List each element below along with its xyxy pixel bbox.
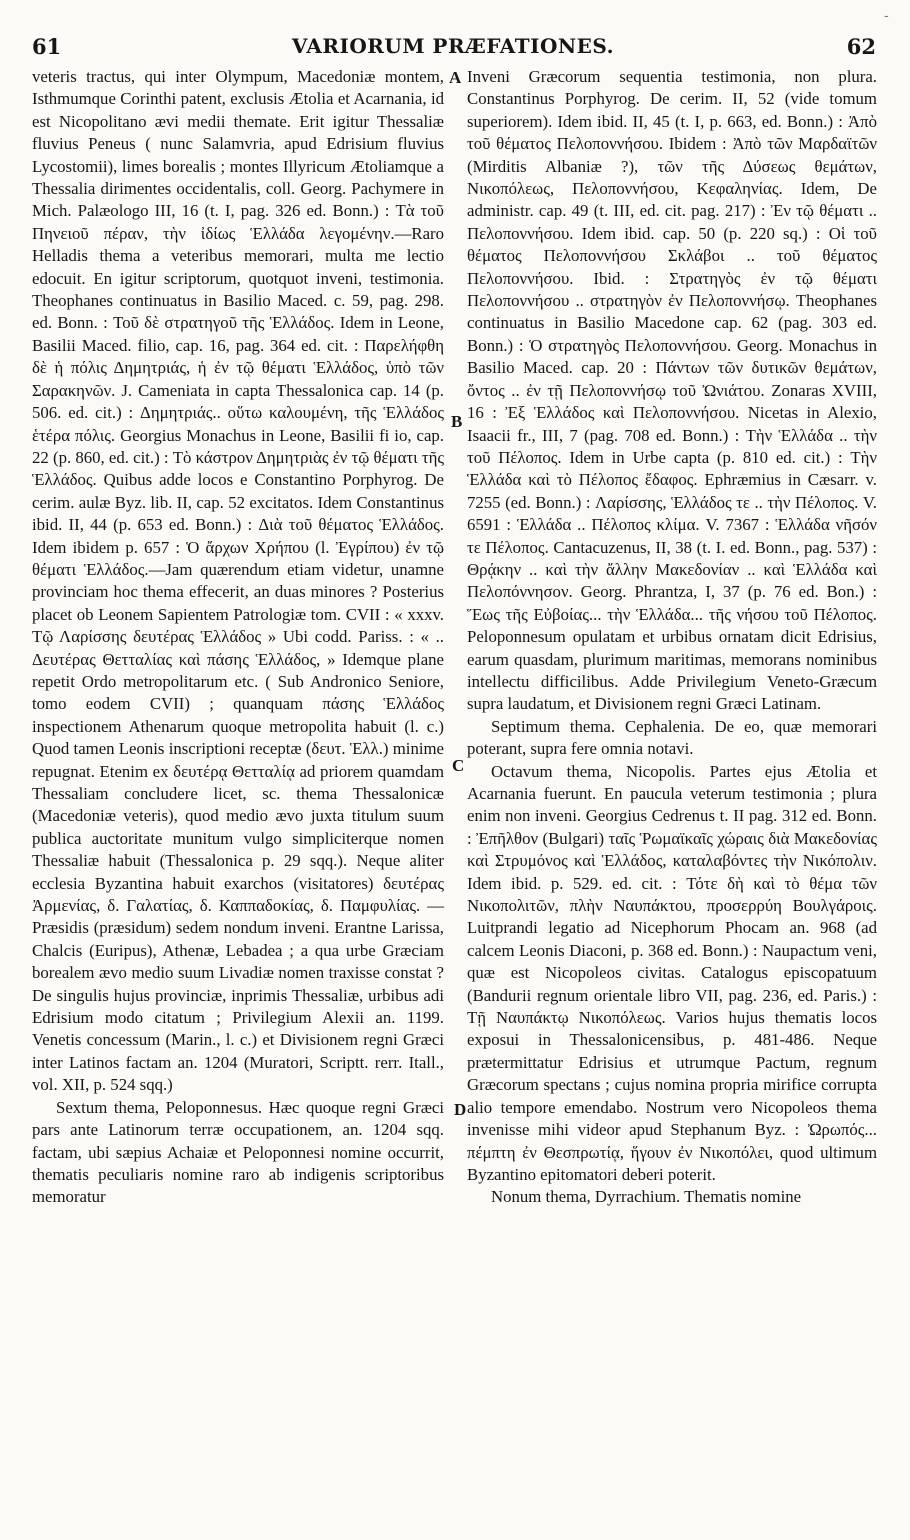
left-paragraph-1: veteris tractus, qui inter Olympum, Macedoniæ montem, Isthmumque Corinthi patent, exclusis Ætolia et Acarnania, id est Nicopolitano ævi medii themate. Erit igitur Thessaliæ fluvius Peneus ( nunc Salamvria, apud Edrisium fluvius Lycostomii), limes borealis ; montes Illyricum Ætoliamque a Thessalia dirimentes occidentalis, coll. Georg. Pachymere in Mich. Palæologo III, 16 (t. I, pag. 326 ed. Bonn.) : Τὰ τοῦ Πηνειοῦ πέραν, τὴν ἰδίως Ἑλλάδα λεγομένην.—Raro Helladis thema a veteribus memorari, multa me lectio edocuit. En igitur scriptorum, quotquot inveni, testimonia. Theophanes continuatus in Basilio Maced. c. 59, pag. 298. ed. Bonn. : Τοῦ δὲ στρατηγοῦ τῆς Ἑλλάδος. Idem in Leone, Basilii Maced. filio, cap. 16, pag. 364 ed. cit. : Παρελήφθη δὲ ἡ πόλις Δημητριάς, ἡ ἐν τῷ θέματι Ἑλλάδος, ὑπὸ τῶν Σαρακηνῶν. J. Cameniata in capta Thessalonica cap. 14 (p. 506. ed. cit.) : Δημητριάς.. οὕτω καλουμένη, τῆς Ἑλλάδος ἑτέρα πόλις. Georgius Monachus in Leone, Basilii fi io, cap. 22 (p. 860, ed. cit.) : Τὸ κάστρον Δημητριὰς ἐν τῷ θέματι τῆς Ἑλλάδος. Quibus adde locos e Constantino Porphyrog. De cerim. aulæ Byz. lib. II, cap. 52 excitatos. Idem Constantinus ibid. II, 44 (p. 653 ed. Bonn.) : Διὰ τοῦ θέματος Ἑλλάδος. Idem ibidem p. 657 : Ὁ ἄρχων Χρήπου (l. Ἐγρίπου) ἐν τῷ θέματι Ἑλλάδος.—Jam quærendum etiam videtur, unamne provinciam hoc thema effecerit, an duas minores ? Posterius placet ob Leonem Sapientem Patrologiæ tom. CVII : « xxxv. Τῷ Λαρίσσης δευτέρας Ἑλλάδος » Ubi codd. Pariss. : « .. Δευτέρας Θετταλίας καὶ πάσης Ἑλλάδος, » Idemque plane repetit Ordo metropolitarum etc. ( Sub Andronico Seniore, tomo eodem CVII) ; quanquam πάσης Ἑλλάδος inspectionem Athenarum quoque metropolita habuit (l. c.) Quod tamen Leonis inscriptioni receptæ (δευτ. Ἑλλ.) minime repugnat. Etenim ex δευτέρᾳ Θετταλίᾳ ad priorem quamdam Thessaliam concludere licet, sc. thema Thessalonicæ (Macedoniæ veteris), quod medio ævo juxta titulum suum publica auctoritate munitum vulgo simpliciterque nomen Thessaliæ habuit (Thessalonica p. 29 sqq.). Neque aliter ecclesia Byzantina habuit exarchos (visitatores) δευτέρας Ἀρμενίας, δ. Γαλατίας, δ. Καππαδοκίας, δ. Παμφυλίας. — Præsidis (præsidum) sedem nondum inveni. Erantne Larissa, Chalcis (Euripus), Athenæ, Lebadea ; a qua urbe Græciam borealem ævo medio suum Livadiæ nomen traxisse constat ? De singulis hujus provinciæ, inprimis Thessaliæ, urbibus adi Edrisium modo citatum ; Privilegium Alexii an. 1199. Venetis concessum (Marin., l. c.) et Divisionem regni Græci inter Latinos factam an. 1204 (Muratori, Scriptt. rerr. Itall., vol. XII, p. 524 sqq.) (32, 67, 445, 1095)
right-column (467, 66, 877, 1209)
section-marker-c: C (452, 756, 465, 775)
corner-mark: - (884, 8, 889, 24)
right-paragraph-3: Octavum thema, Nicopolis. Partes ejus Ætolia et Acarnania fuerunt. En paucula veterum testimonia ; plura enim non inveni. Georgius Cedrenus t. II pag. 312 ed. Bonn. : Ἐπῆλθον (Bulgari) ταῖς Ῥωμαϊκαῖς χώραις διὰ Μακεδονίας καὶ Στρυμόνος καὶ Ἑλλάδος, καταλαβόντες τὴν Νικόπολιν. Idem ibid. p. 529. ed. cit. : Τότε δὴ καὶ τὸ θέμα τῶν Νικοπολιτῶν, πλὴν Ναυπάκτου, προσερρύη Βουλγάροις. Luitprandi legatio ad Nicephorum Phocam an. 968 (ad calcem Leonis Diaconi, p. 368 ed. Bonn.) : Naupactum veni, quæ est Nicopoleos civitas. Catalogus episcopatuum (Bandurii regnum orientale libro VII, pag. 236, ed. Paris.) : Τῇ Ναυπάκτῳ Νικοπόλεως. Varios hujus thematis locos exposui in Thessalonicensibus, p. 481-486. Neque prætermittatur Edrisius et utrumque Pactum, regnum Græcorum spectans ; cujus nomina propria mirifice corrupta alio tempore emendabo. Nostrum vero Nicopoleos thema invenisse mihi videor apud Stephanum Byz. : Ὠρωπός... πέμπτη ἐν Θεσπρωτίᾳ, ἥγουν ἐν Νικοπόλει, quod ultimum Byzantino epitomatori deberi poterit. (467, 761, 877, 1184)
left-column (32, 66, 444, 1209)
section-marker-a: A (449, 68, 462, 87)
left-paragraph-2: Sextum thema, Peloponnesus. Hæc quoque regni Græci pars ante Latinorum terræ occupationem, an. 1204 sqq. factam, ubi sæpius Achaiæ et Peloponnesi nomine occurrit, thematis peculiaris nomine raro ab indigenis scriptoribus memoratur (32, 1097, 444, 1207)
section-marker-b: B (451, 412, 463, 431)
running-header (30, 34, 876, 60)
right-paragraph-2: Septimum thema. Cephalenia. De eo, quæ memorari poterant, supra fere omnia notavi. (467, 716, 877, 759)
right-paragraph-1: Inveni Græcorum sequentia testimonia, non plura. Constantinus Porphyrog. De cerim. II, 52 (vide tomum superiorem). Idem ibid. II, 45 (t. I, p. 663, ed. Bonn.) : Ἀπὸ τοῦ θέματος Πελοποννήσου. Ibidem : Ἀπὸ τῶν Μαρδαϊτῶν (Mirditis Albaniæ ?), τῶν τῆς Δύσεως θεμάτων, Νικοπόλεως, Πελοποννήσου, Κεφαληνίας. Idem, De administr. cap. 49 (t. III, ed. cit. pag. 217) : Ἐν τῷ θέματι .. Πελοποννήσου. Idem ibid. cap. 50 (p. 220 sq.) : Οἱ τοῦ θέματος Πελοποννήσου Σκλάβοι .. τοῦ θέματος Πελοποννήσου. Ibid. : Στρατηγὸς ἐν τῷ θέματι Πελοποννήσου .. στρατηγὸν ἐν Πελοποννήσῳ. Theophanes continuatus in Basilio Macedone cap. 62 (pag. 303 ed. Bonn.) : Ὁ στρατηγὸς Πελοποννήσου. Georg. Monachus in Basilio Maced. cap. 20 : Πάντων τῶν δυτικῶν θεμάτων, ὄντος .. ἐν τῇ Πελοποννήσῳ τοῦ Ὠνιάτου. Zonaras XVIII, 16 : Ἐξ Ἑλλάδος καὶ Πελοποννήσου. Nicetas in Alexio, Isaacii fr., III, 7 (pag. 708 ed. Bonn.) : Τὴν Ἑλλάδα .. τὴν τοῦ Πέλοπος. Idem in Urbe capta (p. 810 ed. cit.) : Τὴν Ἑλλάδα καὶ τὸ Πέλοπος ἔδαφος. Ephræmius in Cæsarr. v. 7255 (ed. Bonn.) : Λαρίσσης, Ἑλλάδος τε .. τὴν Πέλοπος. V. 6591 : Ἑλλάδα .. Πέλοπος κλίμα. V. 7367 : Ἑλλάδα νῆσόν τε Πέλοπος. Cantacuzenus, II, 38 (t. I. ed. Bonn., pag. 537) : Θρᾴκην .. καὶ τὴν ἄλλην Μακεδονίαν .. καὶ Ἑλλάδα καὶ Πελοπόννησον. Georg. Phrantza, I, 37 (p. 76 ed. Bon.) : Ἕως τῆς Εὐβοίας... τὴν Ἑλλάδα... τῆς νήσου τοῦ Πέλοπος. Peloponnesum opulatam et urbibus ornatam dicit Edrisius, earum quasdam, plurimum maritimas, memorans nominibus intellectu difficilibus. Adde Privilegium Veneto-Græcum supra laudatum, et Divisionem regni Græci Latinam. (467, 67, 877, 714)
page-number-right: 62 (846, 34, 876, 59)
running-title: VARIORUM PRÆFATIONES. (291, 34, 615, 58)
section-marker-d: D (454, 1100, 467, 1119)
page-number-left: 61 (32, 34, 62, 59)
right-paragraph-4: Nonum thema, Dyrrachium. Thematis nomine (491, 1187, 802, 1207)
